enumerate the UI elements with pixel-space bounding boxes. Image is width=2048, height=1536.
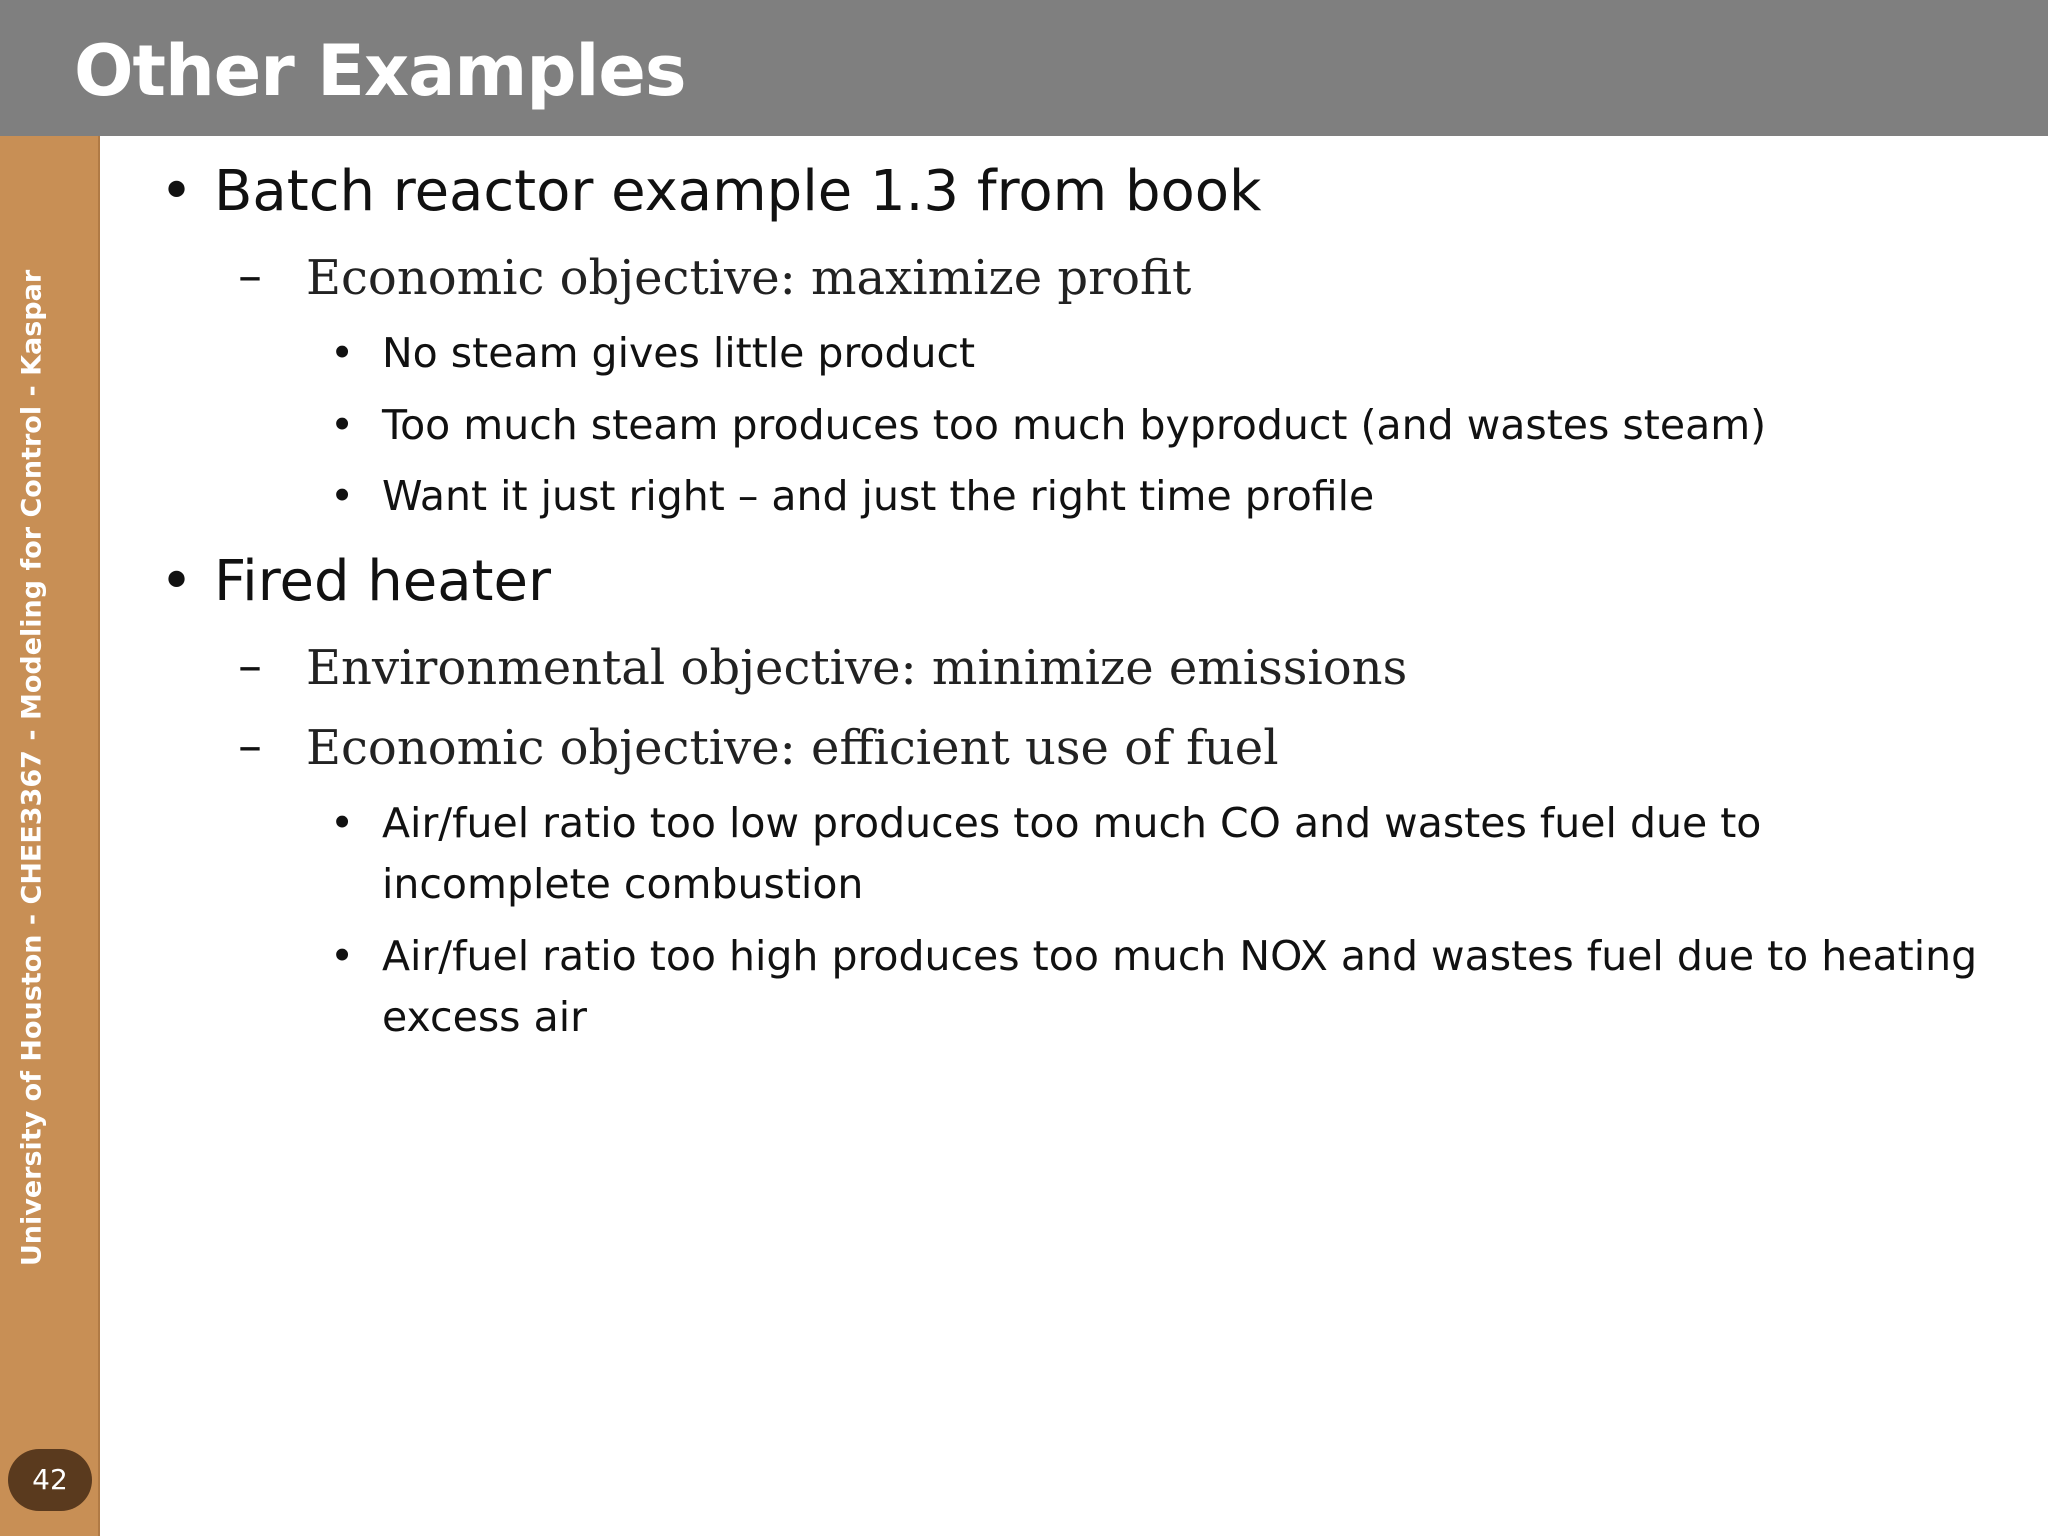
bullet-batch-reactor: Batch reactor example 1.3 from book	[214, 159, 1262, 224]
dash-marker-environmental: –	[238, 638, 262, 694]
dash-marker-economic-profit: –	[238, 248, 262, 304]
item-ratio-high: Air/fuel ratio too high produces too much NOX and wastes fuel due to heating excess air	[382, 932, 1978, 1041]
item-ratio-low: Air/fuel ratio too low produces too much CO and wastes fuel due to incomplete combustion	[382, 799, 1762, 908]
item-too-much-steam: Too much steam produces too much byproduct (and wastes steam)	[382, 401, 1767, 449]
bullet-marker-ratio-low: •	[330, 799, 355, 847]
bullet-fired-heater: Fired heater	[214, 549, 551, 614]
page-number-badge: 42	[8, 1449, 92, 1511]
dash-marker-economic-fuel: –	[238, 718, 262, 774]
item-just-right: Want it just right – and just the right time profile	[382, 472, 1375, 520]
subbullet-environmental: Environmental objective: minimize emissions	[306, 640, 1408, 696]
bullet-marker-fired-heater: •	[160, 549, 194, 614]
subbullet-economic-fuel: Economic objective: efficient use of fuel	[306, 720, 1279, 776]
item-no-steam: No steam gives little product	[382, 329, 976, 377]
sidebar-footer-text: University of Houston - CHEE3367 - Modeling for Control - Kaspar	[16, 269, 48, 1267]
bullet-marker-just-right: •	[330, 472, 355, 520]
bullet-marker-too-much-steam: •	[330, 401, 355, 449]
bullet-marker-no-steam: •	[330, 329, 355, 377]
slide-title: Other Examples	[74, 30, 686, 112]
subbullet-economic-profit: Economic objective: maximize profit	[306, 250, 1192, 306]
bullet-marker-ratio-high: •	[330, 932, 355, 980]
bullet-marker-batch: •	[160, 159, 194, 224]
